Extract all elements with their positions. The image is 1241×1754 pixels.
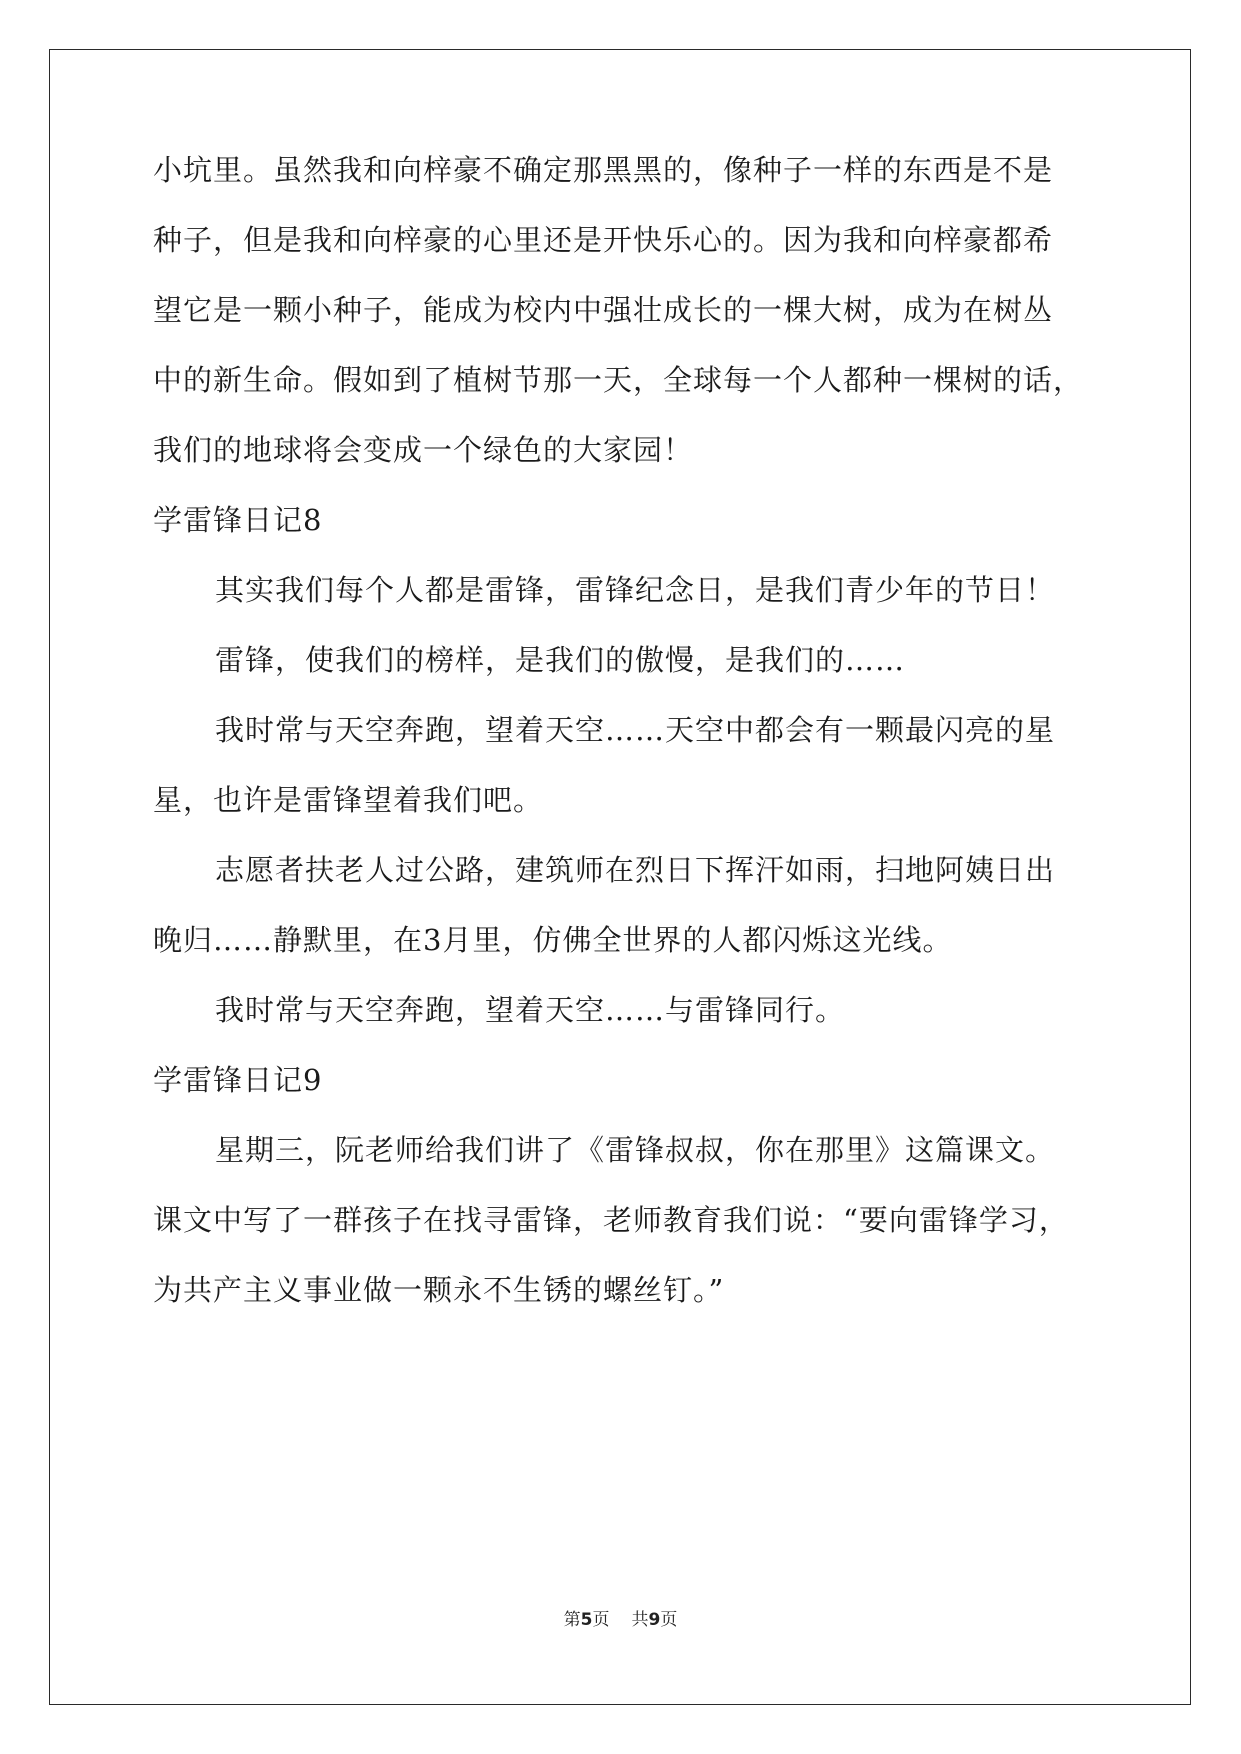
page-suffix: 页: [592, 1610, 610, 1630]
paragraph-line: 我时常与天空奔跑，望着天空……天空中都会有一颗最闪亮的星: [215, 713, 1056, 747]
page-total: 9: [648, 1610, 661, 1630]
paragraph-line: 我时常与天空奔跑，望着天空……与雷锋同行。: [215, 993, 846, 1027]
paragraph-line: 我们的地球将会变成一个绿色的大家园！: [153, 433, 694, 467]
paragraph-line: 星期三，阮老师给我们讲了《雷锋叔叔，你在那里》这篇课文。: [215, 1133, 1056, 1167]
paragraph-line: 课文中写了一群孩子在找寻雷锋，老师教育我们说：“要向雷锋学习，: [153, 1203, 1069, 1237]
section-heading: 学雷锋日记8: [153, 503, 323, 537]
paragraph-line: 种子，但是我和向梓豪的心里还是开快乐心的。因为我和向梓豪都希: [153, 223, 1054, 257]
section-heading: 学雷锋日记9: [153, 1063, 323, 1097]
paragraph-line: 小坑里。虽然我和向梓豪不确定那黑黑的，像种子一样的东西是不是: [153, 153, 1054, 187]
paragraph-line: 志愿者扶老人过公路，建筑师在烈日下挥汗如雨，扫地阿姨日出: [215, 853, 1056, 887]
paragraph-line: 为共产主义事业做一颗永不生锈的螺丝钉。”: [153, 1273, 725, 1307]
paragraph-line: 望它是一颗小种子，能成为校内中强壮成长的一棵大树，成为在树丛: [153, 293, 1054, 327]
total-prefix: 共: [631, 1610, 649, 1630]
page-prefix: 第: [563, 1610, 581, 1630]
paragraph-line: 其实我们每个人都是雷锋，雷锋纪念日，是我们青少年的节日！: [215, 573, 1056, 607]
page-current: 5: [580, 1610, 593, 1630]
paragraph-line: 中的新生命。假如到了植树节那一天，全球每一个人都种一棵树的话，: [153, 363, 1084, 397]
paragraph-line: 星，也许是雷锋望着我们吧。: [153, 783, 544, 817]
total-suffix: 页: [660, 1610, 678, 1630]
paragraph-line: 晚归……静默里，在3月里，仿佛全世界的人都闪烁这光线。: [153, 923, 953, 957]
page-footer: [0, 1608, 1241, 1632]
paragraph-line: 雷锋，使我们的榜样，是我们的傲慢，是我们的……: [215, 643, 906, 677]
